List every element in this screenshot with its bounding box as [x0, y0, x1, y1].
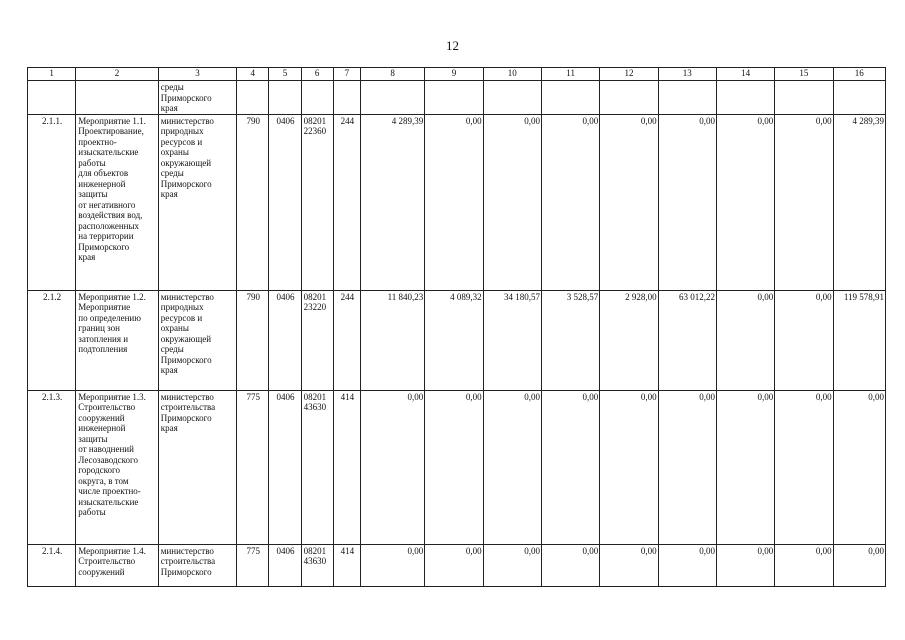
value-col9: 0,00	[425, 114, 483, 290]
column-header: 9	[425, 68, 483, 81]
value-col10: 0,00	[483, 390, 541, 544]
value-col14: 0,00	[716, 114, 774, 290]
csr-code: 08201 43630	[301, 544, 333, 586]
value-col14: 0,00	[716, 290, 774, 390]
row-number: 2.1.4.	[28, 544, 76, 586]
csr-code: 08201 23220	[301, 290, 333, 390]
empty-cell	[658, 81, 716, 115]
grbs-code: 775	[237, 544, 269, 586]
empty-cell	[301, 81, 333, 115]
value-col11: 3 528,57	[541, 290, 599, 390]
rzpr-code: 0406	[269, 390, 301, 544]
grbs-code: 775	[237, 390, 269, 544]
value-col16: 119 578,91	[833, 290, 885, 390]
value-col13: 0,00	[658, 114, 716, 290]
empty-cell	[360, 81, 424, 115]
value-col11: 0,00	[541, 114, 599, 290]
rzpr-code: 0406	[269, 114, 301, 290]
value-col9: 0,00	[425, 544, 483, 586]
value-col14: 0,00	[716, 390, 774, 544]
value-col12: 0,00	[600, 114, 658, 290]
continuation-cell	[76, 81, 158, 115]
value-col10: 0,00	[483, 544, 541, 586]
column-header: 4	[237, 68, 269, 81]
empty-cell	[269, 81, 301, 115]
column-header: 1	[28, 68, 76, 81]
value-col12: 0,00	[600, 544, 658, 586]
column-header: 3	[158, 68, 236, 81]
grbs-code: 790	[237, 290, 269, 390]
value-col10: 34 180,57	[483, 290, 541, 390]
value-col10: 0,00	[483, 114, 541, 290]
table-row	[28, 114, 886, 290]
executor: министерство строительства Приморского края	[158, 390, 236, 544]
executor: министерство природных ресурсов и охраны окружающей среды Приморского края	[158, 114, 236, 290]
column-header: 14	[716, 68, 774, 81]
column-header: 2	[76, 68, 158, 81]
value-col11: 0,00	[541, 544, 599, 586]
grbs-code: 790	[237, 114, 269, 290]
column-header: 13	[658, 68, 716, 81]
csr-code: 08201 22360	[301, 114, 333, 290]
empty-cell	[600, 81, 658, 115]
table-row	[28, 544, 886, 586]
column-header: 5	[269, 68, 301, 81]
value-col8: 0,00	[360, 390, 424, 544]
empty-cell	[333, 81, 360, 115]
column-header: 6	[301, 68, 333, 81]
value-col15: 0,00	[775, 390, 833, 544]
vr-code: 244	[333, 114, 360, 290]
column-header: 11	[541, 68, 599, 81]
row-number: 2.1.2	[28, 290, 76, 390]
row-number: 2.1.3.	[28, 390, 76, 544]
value-col15: 0,00	[775, 544, 833, 586]
empty-cell	[833, 81, 885, 115]
empty-cell	[483, 81, 541, 115]
vr-code: 414	[333, 544, 360, 586]
vr-code: 244	[333, 290, 360, 390]
value-col15: 0,00	[775, 290, 833, 390]
table-row	[28, 390, 886, 544]
value-col13: 63 012,22	[658, 290, 716, 390]
value-col8: 11 840,23	[360, 290, 424, 390]
value-col16: 4 289,39	[833, 114, 885, 290]
empty-cell	[541, 81, 599, 115]
rzpr-code: 0406	[269, 290, 301, 390]
measure-name: Мероприятие 1.3. Строительство сооружений инженерной защиты от наводнений Лесозаводского городского округа, в том числе проектно- изыскательские работы	[76, 390, 158, 544]
empty-cell	[716, 81, 774, 115]
column-header: 16	[833, 68, 885, 81]
header-row	[28, 68, 886, 81]
measure-name: Мероприятие 1.1. Проектирование, проектно- изыскательские работы для объектов инженерной защиты от негативного воздействия вод, расположенных на территории Приморского края	[76, 114, 158, 290]
empty-cell	[775, 81, 833, 115]
column-header: 15	[775, 68, 833, 81]
csr-code: 08201 43630	[301, 390, 333, 544]
value-col15: 0,00	[775, 114, 833, 290]
executor: министерство строительства Приморского	[158, 544, 236, 586]
continuation-executor: среды Приморского края	[158, 81, 236, 115]
value-col13: 0,00	[658, 390, 716, 544]
value-col16: 0,00	[833, 390, 885, 544]
value-col16: 0,00	[833, 544, 885, 586]
vr-code: 414	[333, 390, 360, 544]
column-header: 12	[600, 68, 658, 81]
value-col12: 2 928,00	[600, 290, 658, 390]
measure-name: Мероприятие 1.2. Мероприятие по определению границ зон затопления и подтопления	[76, 290, 158, 390]
value-col8: 0,00	[360, 544, 424, 586]
value-col11: 0,00	[541, 390, 599, 544]
empty-cell	[237, 81, 269, 115]
value-col14: 0,00	[716, 544, 774, 586]
value-col9: 0,00	[425, 390, 483, 544]
value-col9: 4 089,32	[425, 290, 483, 390]
column-header: 10	[483, 68, 541, 81]
measure-name: Мероприятие 1.4. Строительство сооружений	[76, 544, 158, 586]
executor: министерство природных ресурсов и охраны окружающей среды Приморского края	[158, 290, 236, 390]
continuation-cell	[28, 81, 76, 115]
value-col13: 0,00	[658, 544, 716, 586]
continuation-row	[28, 81, 886, 115]
column-header: 7	[333, 68, 360, 81]
value-col12: 0,00	[600, 390, 658, 544]
program-table	[27, 67, 886, 587]
rzpr-code: 0406	[269, 544, 301, 586]
page-number: 12	[446, 38, 459, 53]
row-number: 2.1.1.	[28, 114, 76, 290]
empty-cell	[425, 81, 483, 115]
value-col8: 4 289,39	[360, 114, 424, 290]
column-header: 8	[360, 68, 424, 81]
table-row	[28, 290, 886, 390]
